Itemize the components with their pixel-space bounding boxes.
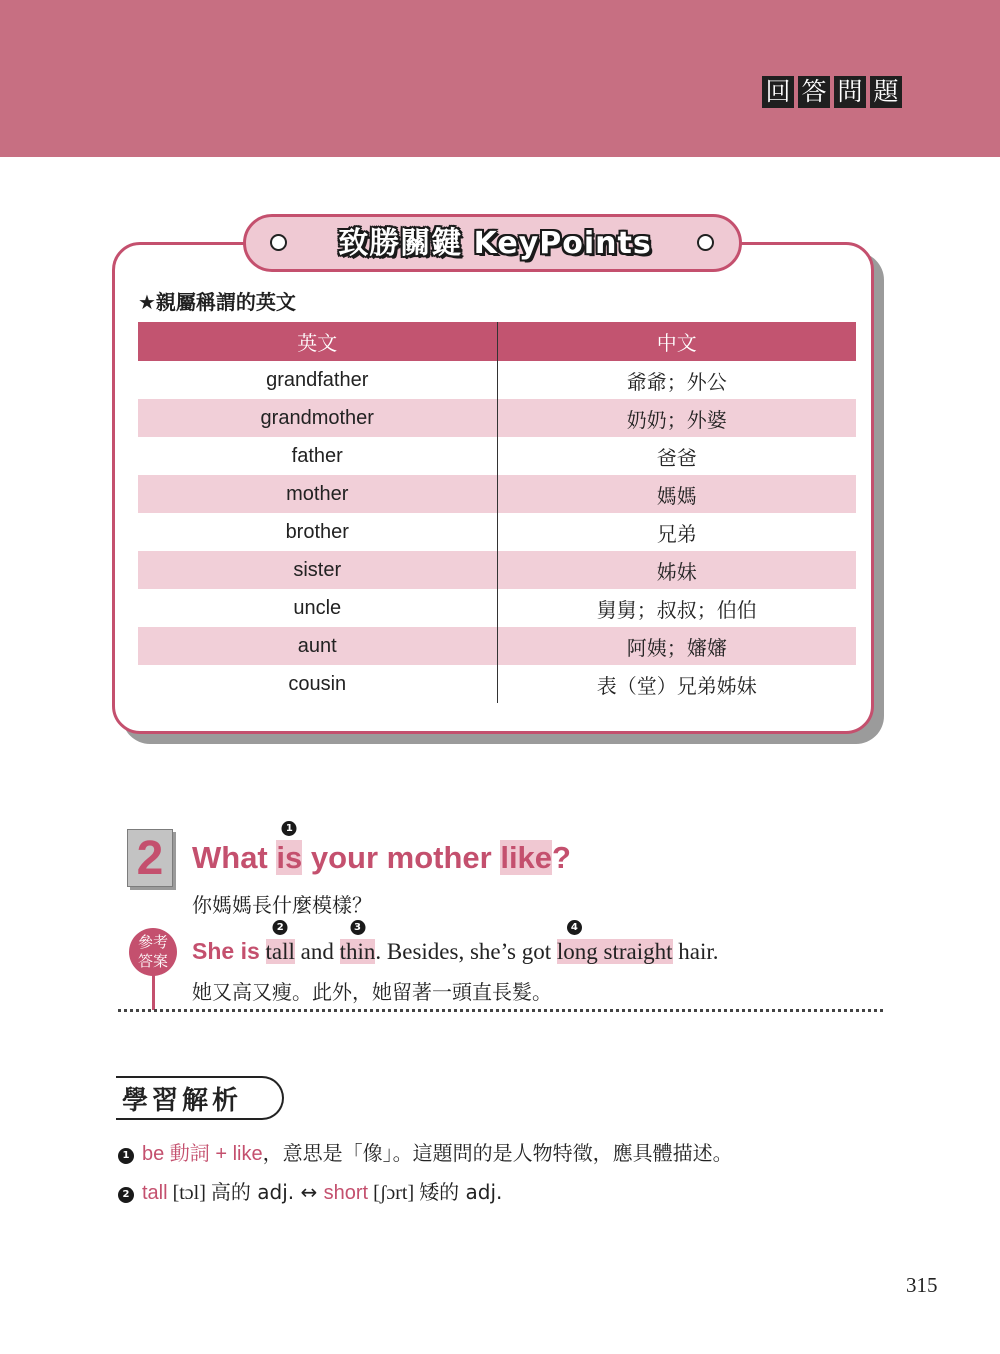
analysis-title: 學習解析 xyxy=(122,1086,243,1116)
answer-text-part: long straight xyxy=(556,939,673,964)
note-keyword: short xyxy=(323,1182,369,1204)
note-keyword: be 動詞 + like xyxy=(142,1143,263,1165)
page-number: 315 xyxy=(906,1273,938,1297)
section-tag-char: 答 xyxy=(798,76,830,108)
answer-english xyxy=(192,922,719,965)
highlight-is xyxy=(276,823,303,875)
answer-badge-line: 答案 xyxy=(137,952,168,970)
cell-english: cousin xyxy=(138,665,497,703)
cell-chinese: 表（堂）兄弟姊妹 xyxy=(596,673,757,698)
table-header-row xyxy=(138,322,856,361)
answer-text-part: tall xyxy=(265,939,295,964)
cell-english: aunt xyxy=(138,627,497,665)
section-tag xyxy=(762,76,902,108)
table-row xyxy=(138,399,856,437)
table-row xyxy=(138,551,856,589)
question-text-part: your mother xyxy=(302,840,501,875)
answer-text-part: thin xyxy=(339,939,376,964)
highlight-long-straight xyxy=(556,922,673,964)
cell-chinese: 阿姨；嬸嬸 xyxy=(497,627,856,665)
answer-lead: She is xyxy=(192,938,260,964)
table-row xyxy=(138,361,856,399)
highlight-like: like xyxy=(500,840,553,875)
question-number: 2 xyxy=(127,829,173,887)
table-row xyxy=(138,475,856,513)
table-row xyxy=(138,665,856,703)
question-text-part: What xyxy=(192,840,277,875)
note-text: 高的 adj. ↔ xyxy=(210,1180,324,1204)
cell-english: sister xyxy=(138,551,497,589)
note-phonetic: [tɔl] xyxy=(167,1182,211,1204)
table-row xyxy=(138,437,856,475)
section-tag-char: 題 xyxy=(870,76,902,108)
answer-badge xyxy=(129,928,177,976)
cell-english: father xyxy=(138,437,497,475)
marker-4-icon: 4 xyxy=(567,920,582,935)
cell-english: uncle xyxy=(138,589,497,627)
cell-chinese: 奶奶；外婆 xyxy=(497,399,856,437)
analysis-note xyxy=(118,1176,502,1205)
answer-text-part: hair. xyxy=(672,939,719,964)
cell-chinese: 兄弟 xyxy=(656,521,697,546)
answer-badge-line: 參考 xyxy=(137,933,168,951)
circle-icon xyxy=(697,234,714,251)
keypoints-subtitle: ★親屬稱謂的英文 xyxy=(138,290,296,314)
table-row xyxy=(138,513,856,551)
note-text: ，意思是「像」。這題問的是人物特徵，應具體描述。 xyxy=(262,1141,733,1165)
marker-1-icon: 1 xyxy=(282,821,297,836)
note-keyword: tall xyxy=(142,1182,168,1204)
answer-chinese: 她又高又瘦。此外，她留著一頭直長髮。 xyxy=(192,980,552,1004)
circle-icon xyxy=(270,234,287,251)
marker-3-icon: 3 xyxy=(350,920,365,935)
cell-chinese: 媽媽 xyxy=(497,475,856,513)
table-row xyxy=(138,589,856,627)
cell-chinese: 舅舅；叔叔；伯伯 xyxy=(596,597,757,622)
vocab-table xyxy=(138,322,856,703)
bullet-1-icon: 1 xyxy=(118,1148,134,1164)
note-phonetic: [ʃɔrt] xyxy=(368,1182,420,1204)
highlight-tall xyxy=(265,922,295,964)
cell-english: mother xyxy=(138,475,497,513)
section-tag-char: 問 xyxy=(834,76,866,108)
analysis-note xyxy=(118,1137,733,1166)
question-english xyxy=(192,823,571,876)
answer-badge-stem xyxy=(152,975,155,1010)
dotted-divider xyxy=(118,1009,883,1012)
cell-chinese: 爺爺；外公 xyxy=(626,369,727,394)
answer-text-part: . Besides, she’s got xyxy=(375,939,557,964)
marker-2-icon: 2 xyxy=(273,920,288,935)
column-header-chinese: 中文 xyxy=(497,322,856,361)
keypoints-title: 致勝關鍵 KeyPoints xyxy=(338,226,652,261)
table-row xyxy=(138,627,856,665)
section-tag-char: 回 xyxy=(762,76,794,108)
cell-chinese: 姊妹 xyxy=(497,551,856,589)
cell-chinese: 爸爸 xyxy=(656,445,697,470)
column-header-english: 英文 xyxy=(138,322,497,361)
answer-text-part: and xyxy=(294,939,340,964)
question-text-part: ? xyxy=(552,840,571,875)
question-chinese: 你媽媽長什麼模樣？ xyxy=(192,893,372,917)
highlight-thin xyxy=(339,922,376,964)
cell-english: brother xyxy=(138,513,497,551)
question-text-part: is xyxy=(276,840,303,875)
note-text: 矮的 adj. xyxy=(419,1180,503,1204)
bullet-2-icon: 2 xyxy=(118,1187,134,1203)
cell-english: grandfather xyxy=(138,361,497,399)
cell-english: grandmother xyxy=(138,399,497,437)
